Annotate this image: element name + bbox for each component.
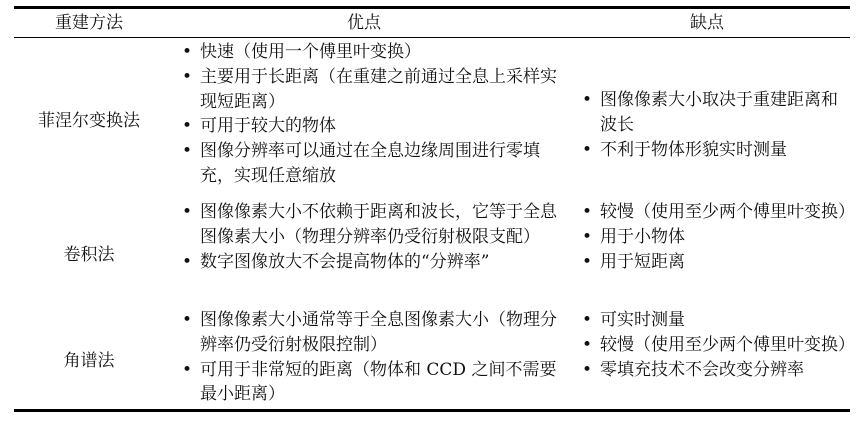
list-item: • 可实时测量 xyxy=(578,308,848,333)
row-cons-fresnel xyxy=(578,88,848,162)
list-item: • 零填充技术不会改变分辨率 xyxy=(578,358,848,383)
row-pros-angular-spectrum xyxy=(178,308,562,407)
list-item: • 可用于较大的物体 xyxy=(178,114,562,139)
header-rule xyxy=(14,37,850,38)
list-item: • 用于短距离 xyxy=(578,250,848,275)
row-pros-convolution xyxy=(178,200,562,274)
list-item: • 主要用于长距离（在重建之前通过全息上采样实现短距离） xyxy=(178,65,562,115)
comparison-table xyxy=(14,6,855,414)
row-method-convolution: 卷积法 xyxy=(63,245,115,265)
header-pros: 优点 xyxy=(347,13,381,33)
row-pros-fresnel xyxy=(178,40,562,189)
row-cons-convolution xyxy=(578,200,855,274)
header-cons: 缺点 xyxy=(690,13,724,33)
list-item: • 用于小物体 xyxy=(578,225,848,250)
row-method-fresnel: 菲涅尔变换法 xyxy=(38,111,140,131)
row-cons-angular-spectrum xyxy=(578,308,855,382)
list-item: • 图像像素大小通常等于全息图像素大小（物理分辨率仍受衍射极限控制） xyxy=(178,308,562,358)
list-item: • 快速（使用一个傅里叶变换） xyxy=(178,40,562,65)
list-item: • 图像像素大小取决于重建距离和波长 xyxy=(578,88,848,138)
list-item: • 较慢（使用至少两个傅里叶变换） xyxy=(578,200,848,225)
list-item: • 图像分辨率可以通过在全息边缘周围进行零填充，实现任意缩放 xyxy=(178,139,562,189)
list-item: • 不利于物体形貌实时测量 xyxy=(578,138,848,163)
header-method: 重建方法 xyxy=(55,13,123,33)
top-rule xyxy=(14,6,850,9)
list-item: • 图像像素大小不依赖于距离和波长，它等于全息图像素大小（物理分辨率仍受衍射极限支配） xyxy=(178,200,562,250)
bottom-rule xyxy=(14,409,850,412)
list-item: • 较慢（使用至少两个傅里叶变换） xyxy=(578,333,848,358)
list-item: • 可用于非常短的距离（物体和 CCD 之间不需要最小距离） xyxy=(178,358,562,408)
row-method-angular-spectrum: 角谱法 xyxy=(63,351,115,371)
list-item: • 数字图像放大不会提高物体的“分辨率” xyxy=(178,250,562,275)
